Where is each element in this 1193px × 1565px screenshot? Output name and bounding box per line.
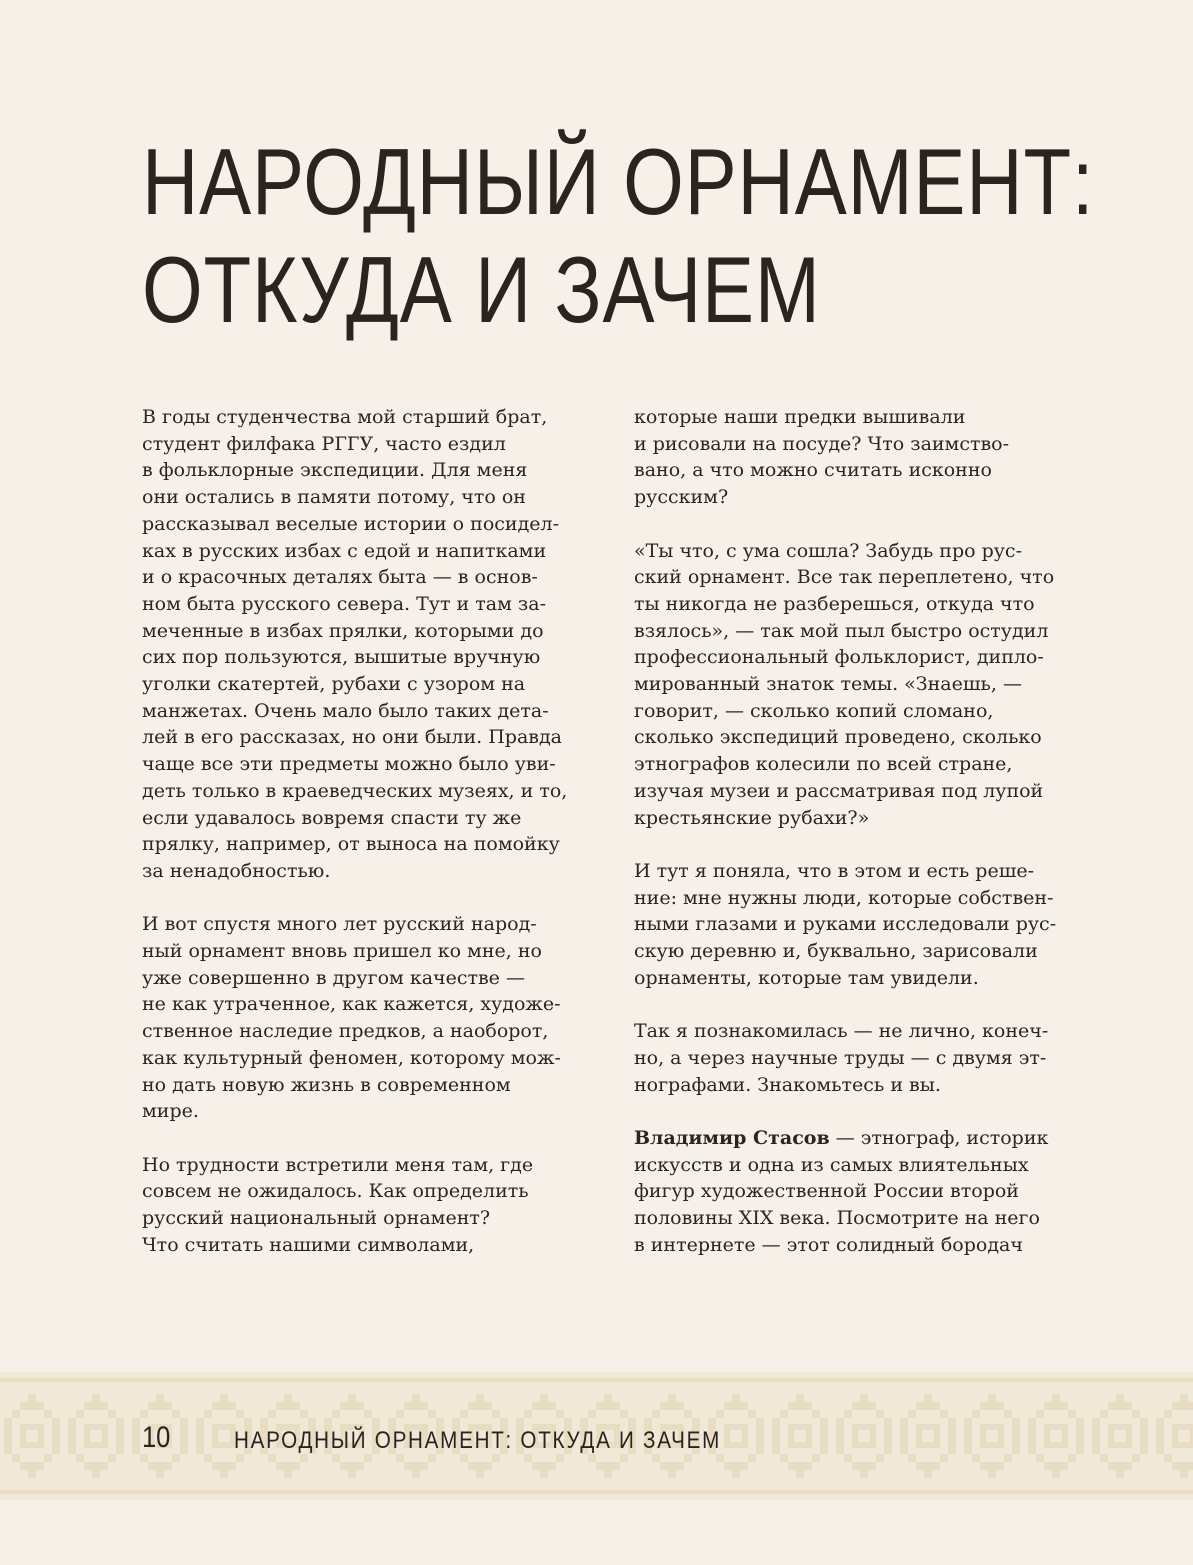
person-name-stasov: Владимир Стасов — [634, 1126, 830, 1149]
text-line: ном быта русского севера. Тут и там за- — [142, 592, 547, 615]
text-line: нографами. Знакомьтесь и вы. — [634, 1073, 941, 1096]
text-line: но дать новую жизнь в современном — [142, 1073, 511, 1096]
title-line-2: ОТКУДА И ЗАЧЕМ — [142, 237, 821, 342]
text-line: прялку, например, от выноса на помойку — [142, 833, 560, 856]
text-line: изучая музеи и рассматривая под лупой — [634, 779, 1044, 802]
text-line: и рисовали на посуде? Что заимство- — [634, 432, 1010, 455]
text-line: ние: мне нужны люди, которые собствен- — [634, 886, 1054, 909]
text-line: взялось», — так мой пыл быстро остудил — [634, 619, 1049, 642]
page-title — [142, 128, 1095, 344]
text-line: лей в его рассказах, но они были. Правда — [142, 726, 562, 749]
text-line: половины XIX века. Посмотрите на него — [634, 1207, 1040, 1230]
text-line: за ненадобностью. — [142, 859, 331, 882]
left-column — [142, 404, 602, 1258]
text-line: Но трудности встретили меня там, где — [142, 1153, 534, 1176]
text-line: меченные в избах прялки, которыми до — [142, 619, 544, 642]
text-line: этнографов колесили по всей стране, — [634, 753, 1013, 776]
paragraph — [142, 404, 602, 885]
paragraph-gap — [634, 1098, 1096, 1125]
text-line: рассказывал веселые истории о посидел- — [142, 512, 559, 535]
text-line: которые наши предки вышивали — [634, 406, 966, 428]
text-line: в фольклорные экспедиции. Для меня — [142, 459, 528, 482]
text-line: деть только в краеведческих музеях, и то, — [142, 779, 568, 802]
text-line: русским? — [634, 486, 729, 509]
text-line: чаще все эти предметы можно было уви- — [142, 753, 556, 776]
text-line: мире. — [142, 1100, 199, 1123]
paragraph-gap — [634, 991, 1096, 1018]
text-line: «Ты что, с ума сошла? Забудь про рус- — [634, 539, 1022, 562]
text-line: студент филфака РГГУ, часто ездил — [142, 432, 506, 455]
title-line-1: НАРОДНЫЙ ОРНАМЕНТ: — [142, 129, 1095, 234]
text-line: ными глазами и руками исследовали рус- — [634, 913, 1057, 936]
text-line: сих пор пользуются, вышитые вручную — [142, 646, 541, 669]
paragraph — [142, 1152, 602, 1259]
paragraph — [142, 911, 602, 1125]
text-line: ственное наследие предков, а наоборот, — [142, 1020, 549, 1043]
text-line: Что считать нашими символами, — [142, 1233, 475, 1256]
text-line: крестьянские рубахи?» — [634, 806, 870, 829]
text-line: ты никогда не разберешься, откуда что — [634, 592, 1035, 615]
text-line: Так я познакомилась — не лично, конеч- — [634, 1020, 1049, 1043]
text-line: вано, а что можно считать исконно — [634, 459, 992, 482]
text-line: и о красочных деталях быта — в основ- — [142, 566, 538, 589]
text-line: они остались в памяти потому, что он — [142, 486, 526, 509]
page-number: 10 — [142, 1421, 171, 1454]
text-line: В годы студенчества мой старший брат, — [142, 406, 548, 428]
text-line: И вот спустя много лет русский народ- — [142, 913, 537, 936]
text-line: говорит, — сколько копий сломано, — [634, 699, 994, 722]
paragraph-gap — [142, 1125, 602, 1152]
text-line: ский орнамент. Все так переплетено, что — [634, 566, 1055, 589]
text-line: фигур художественной России второй — [634, 1180, 1019, 1203]
paragraph-gap — [634, 831, 1096, 858]
text-line: орнаменты, которые там увидели. — [634, 966, 979, 989]
paragraph — [634, 1018, 1096, 1098]
text-line: как культурный феномен, которому мож- — [142, 1046, 561, 1069]
text-line: уголки скатертей, рубахи с узором на — [142, 673, 526, 696]
text-run: — этнограф, историк — [829, 1126, 1049, 1149]
text-line: если удавалось вовремя спасти ту же — [142, 806, 522, 829]
text-line: уже совершенно в другом качестве — — [142, 966, 525, 989]
running-title: НАРОДНЫЙ ОРНАМЕНТ: ОТКУДА И ЗАЧЕМ — [234, 1427, 722, 1454]
paragraph — [634, 538, 1096, 832]
paragraph-gap — [142, 885, 602, 912]
text-line: в интернете — этот солидный бородач — [634, 1233, 1023, 1256]
text-line: манжетах. Очень мало было таких дета- — [142, 699, 549, 722]
text-line: ках в русских избах с едой и напитками — [142, 539, 547, 562]
text-line — [634, 1125, 1096, 1152]
text-line: сколько экспедиций проведено, сколько — [634, 726, 1042, 749]
text-line: не как утраченное, как кажется, художе- — [142, 993, 561, 1016]
text-line: И тут я поняла, что в этом и есть реше- — [634, 859, 1035, 882]
paragraph — [634, 858, 1096, 992]
text-line: но, а через научные труды — с двумя эт- — [634, 1046, 1047, 1069]
text-line: русский национальный орнамент? — [142, 1207, 491, 1230]
text-line: совсем не ожидалось. Как определить — [142, 1180, 529, 1203]
right-column — [634, 404, 1096, 1258]
text-line: мированный знаток темы. «Знаешь, — — [634, 673, 1022, 696]
text-line: скую деревню и, буквально, зарисовали — [634, 940, 1038, 963]
text-line: профессиональный фольклорист, дипло- — [634, 646, 1044, 669]
paragraph — [634, 1125, 1096, 1259]
text-line: ный орнамент вновь пришел ко мне, но — [142, 940, 542, 963]
text-line: искусств и одна из самых влиятельных — [634, 1153, 1029, 1176]
paragraph-gap — [634, 511, 1096, 538]
paragraph — [634, 404, 1096, 511]
